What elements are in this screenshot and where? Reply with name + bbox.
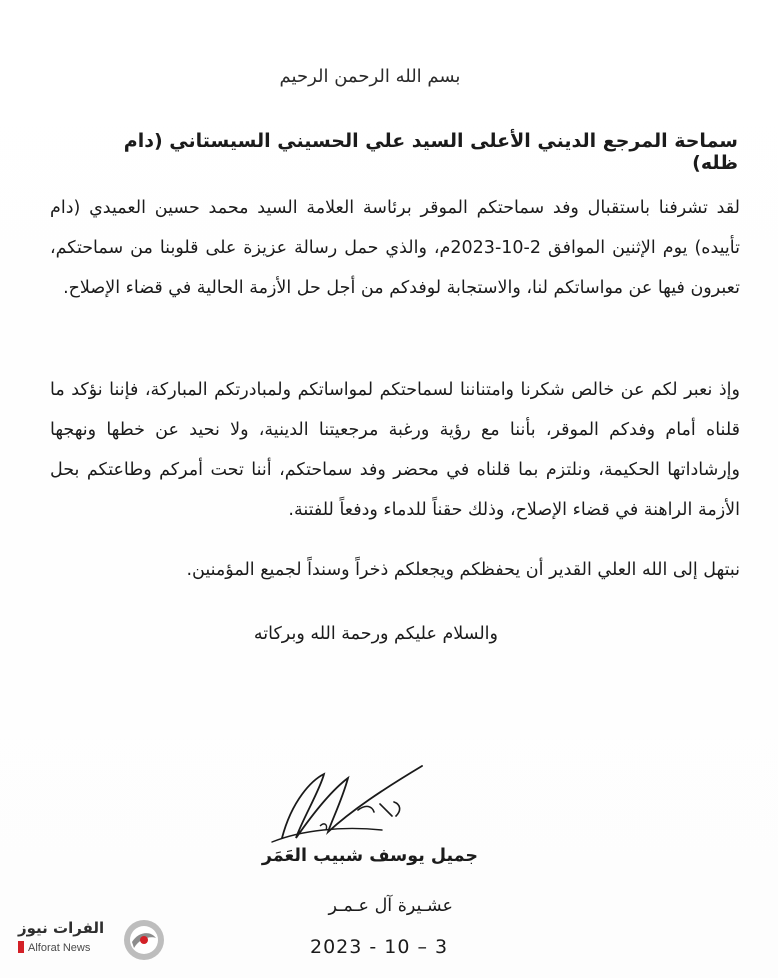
watermark-name-en: Alforat News xyxy=(28,942,91,954)
watermark-accent-bar xyxy=(18,941,24,953)
closing-salutation: والسلام عليكم ورحمة الله وبركاته xyxy=(253,624,498,644)
letter-date: 2023 - 10 – 3 xyxy=(310,936,449,958)
watermark-name-ar: الفرات نيوز xyxy=(18,919,105,937)
tribe-name: عشـيرة آل عـمـر xyxy=(328,896,453,916)
basmala: بسم الله الرحمن الرحيم xyxy=(279,66,461,87)
letter-paragraph-3: نبتهل إلى الله العلي القدير أن يحفظكم ويجعلكم ذخراً وسنداً لجميع المؤمنين. xyxy=(186,560,740,580)
signer-name: جميل يوسف شبيب العَمَر xyxy=(261,846,478,866)
letter-paragraph-1: لقد تشرفنا باستقبال وفد سماحتكم الموقر برئاسة العلامة السيد محمد حسين العميدي (دام تأييده) يوم الإثنين الموافق 2-10-2023م، والذي حمل رسالة عزيزة على قلوبنا من سماحتكم، تعبرون فيها عن مواساتكم لنا، والاستجابة لوفدكم من أجل حل الأزمة الحالية في قضاء الإصلاح. xyxy=(50,198,740,298)
addressee-heading: سماحة المرجع الديني الأعلى السيد علي الحسيني السيستاني (دام ظله) xyxy=(123,130,738,174)
letter-paragraph-2: وإذ نعبر لكم عن خالص شكرنا وامتناننا لسماحتكم لمواساتكم ولمبادرتكم المباركة، فإننا نؤكد ما قلناه أمام وفدكم الموقر، بأننا مع رؤية ورغبة مرجعيتنا الدينية، ولا نحيد عن خطها ونهجها وإرشاداتها الحكيمة، ونلتزم بما قلناه في محضر وفد سماحتكم، أننا تحت أمركم وطاعتكم بحل الأزمة الراهنة في قضاء الإصلاح، وذلك حقناً للدماء ودفعاً للفتنة. xyxy=(50,380,740,520)
handwritten-signature xyxy=(262,760,432,850)
alforat-logo-icon xyxy=(122,918,166,962)
